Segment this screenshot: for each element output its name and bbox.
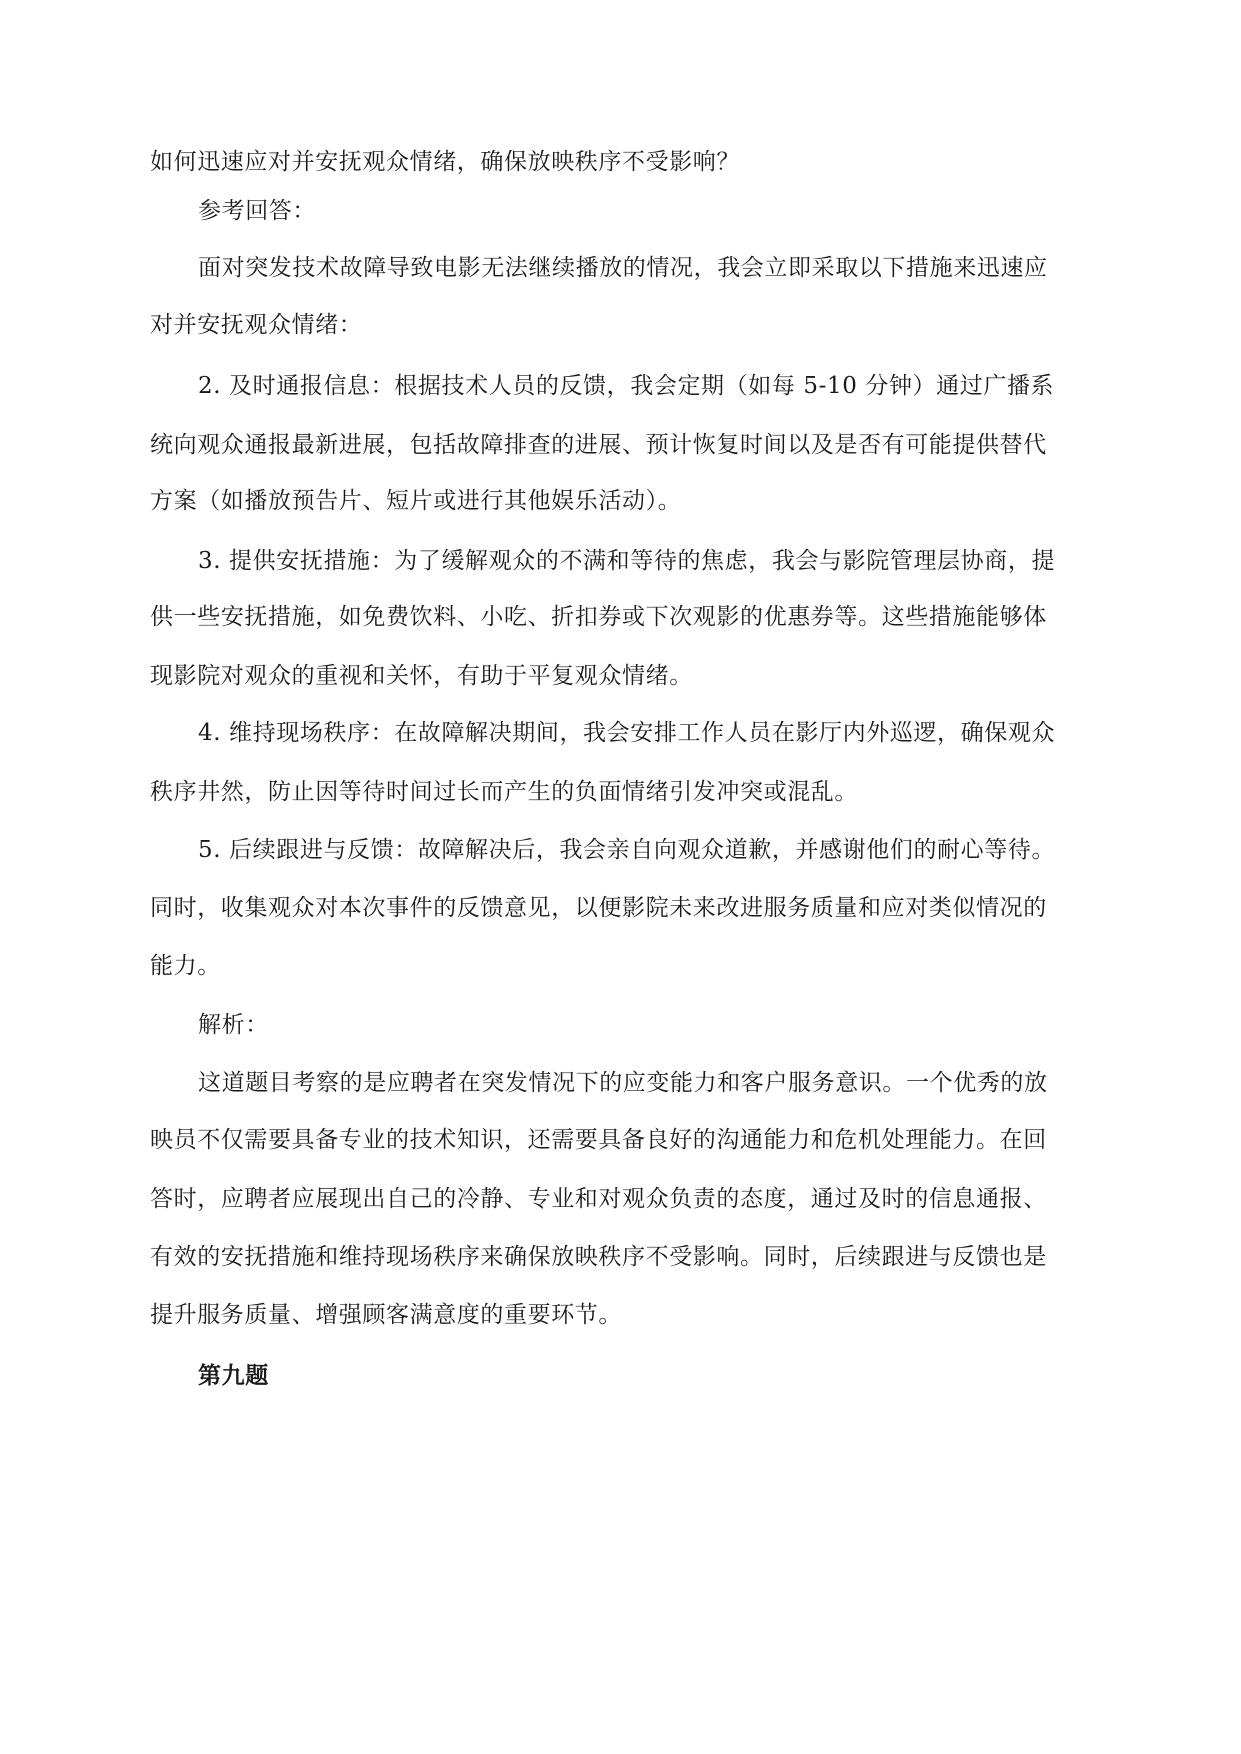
analysis-line-1: 这道题目考察的是应聘者在突发情况下的应变能力和客户服务意识。一个优秀的放 (198, 1070, 1048, 1096)
reference-answer-heading: 参考回答： (198, 198, 316, 224)
answer-intro-line-1: 面对突发技术故障导致电影无法继续播放的情况，我会立即采取以下措施来迅速应 (198, 255, 1048, 281)
analysis-heading: 解析： (198, 1012, 269, 1038)
analysis-line-2: 映员不仅需要具备专业的技术知识，还需要具备良好的沟通能力和危机处理能力。在回 (150, 1127, 1047, 1153)
analysis-line-5: 提升服务质量、增强顾客满意度的重要环节。 (150, 1302, 622, 1328)
analysis-line-4: 有效的安抚措施和维持现场秩序来确保放映秩序不受影响。同时，后续跟进与反馈也是 (150, 1244, 1047, 1270)
point-4-line-1: 4. 维持现场秩序：在故障解决期间，我会安排工作人员在影厅内外巡逻，确保观众 (198, 720, 1056, 746)
point-4-line-2: 秩序井然，防止因等待时间过长而产生的负面情绪引发冲突或混乱。 (150, 779, 858, 805)
point-2-line-3: 方案（如播放预告片、短片或进行其他娱乐活动）。 (150, 488, 682, 514)
point-2-line-1: 2. 及时通报信息：根据技术人员的反馈，我会定期（如每 5-10 分钟）通过广播系 (198, 373, 1055, 399)
point-3-line-1: 3. 提供安抚措施：为了缓解观众的不满和等待的焦虑，我会与影院管理层协商，提 (198, 548, 1056, 574)
analysis-line-3: 答时，应聘者应展现出自己的冷静、专业和对观众负责的态度，通过及时的信息通报、 (150, 1186, 1047, 1212)
point-5-line-1: 5. 后续跟进与反馈：故障解决后，我会亲自向观众道歉，并感谢他们的耐心等待。 (198, 837, 1056, 863)
point-3-line-2: 供一些安抚措施，如免费饮料、小吃、折扣券或下次观影的优惠券等。这些措施能够体 (150, 604, 1047, 630)
point-5-line-2: 同时，收集观众对本次事件的反馈意见，以便影院未来改进服务质量和应对类似情况的 (150, 895, 1047, 921)
section-heading-ninth-question: 第九题 (198, 1363, 269, 1389)
point-3-line-3: 现影院对观众的重视和关怀，有助于平复观众情绪。 (150, 663, 693, 689)
answer-intro-line-2: 对并安抚观众情绪： (150, 312, 363, 338)
question-continuation: 如何迅速应对并安抚观众情绪，确保放映秩序不受影响？ (150, 149, 740, 175)
point-5-line-3: 能力。 (150, 953, 221, 979)
point-2-line-2: 统向观众通报最新进展，包括故障排查的进展、预计恢复时间以及是否有可能提供替代 (150, 432, 1047, 458)
